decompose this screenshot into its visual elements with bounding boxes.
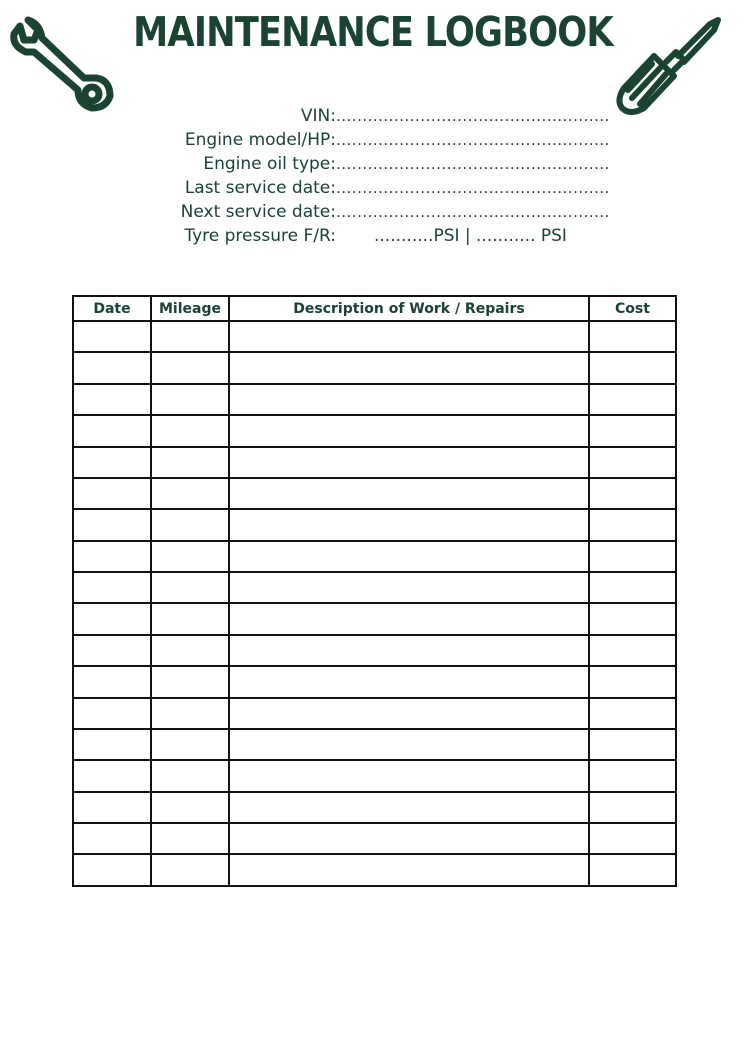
table-body xyxy=(73,321,676,886)
mileage-cell[interactable] xyxy=(151,321,229,352)
date-cell[interactable] xyxy=(73,823,151,854)
wrench-icon xyxy=(8,12,114,118)
date-cell[interactable] xyxy=(73,352,151,383)
cost-cell[interactable] xyxy=(589,447,676,478)
mileage-cell[interactable] xyxy=(151,698,229,729)
description-cell[interactable] xyxy=(229,792,589,823)
cost-cell[interactable] xyxy=(589,541,676,572)
tyre-pressure-field[interactable] xyxy=(160,224,620,248)
last-service-field[interactable] xyxy=(160,176,620,200)
description-cell[interactable] xyxy=(229,384,589,415)
date-cell[interactable] xyxy=(73,415,151,446)
field-value: .................................................... xyxy=(336,179,610,197)
date-cell[interactable] xyxy=(73,541,151,572)
mileage-cell[interactable] xyxy=(151,478,229,509)
cost-cell[interactable] xyxy=(589,729,676,760)
description-cell[interactable] xyxy=(229,352,589,383)
description-cell[interactable] xyxy=(229,729,589,760)
table-row xyxy=(73,666,676,697)
description-cell[interactable] xyxy=(229,635,589,666)
cost-cell[interactable] xyxy=(589,760,676,791)
mileage-cell[interactable] xyxy=(151,603,229,634)
cost-cell[interactable] xyxy=(589,384,676,415)
cost-cell[interactable] xyxy=(589,352,676,383)
field-label: Last service date: xyxy=(184,178,336,198)
date-cell[interactable] xyxy=(73,384,151,415)
cost-cell[interactable] xyxy=(589,572,676,603)
field-label: VIN: xyxy=(300,106,336,126)
cost-cell[interactable] xyxy=(589,666,676,697)
date-cell[interactable] xyxy=(73,509,151,540)
description-cell[interactable] xyxy=(229,478,589,509)
field-label: Engine model/HP: xyxy=(184,130,336,150)
date-cell[interactable] xyxy=(73,572,151,603)
table-row xyxy=(73,509,676,540)
date-cell[interactable] xyxy=(73,447,151,478)
description-cell[interactable] xyxy=(229,509,589,540)
table-row xyxy=(73,603,676,634)
description-cell[interactable] xyxy=(229,572,589,603)
description-cell[interactable] xyxy=(229,447,589,478)
mileage-cell[interactable] xyxy=(151,352,229,383)
next-service-field[interactable] xyxy=(160,200,620,224)
column-header-description: Description of Work / Repairs xyxy=(229,296,589,321)
date-cell[interactable] xyxy=(73,635,151,666)
table-row xyxy=(73,698,676,729)
column-header-date: Date xyxy=(73,296,151,321)
table-row xyxy=(73,760,676,791)
date-cell[interactable] xyxy=(73,698,151,729)
date-cell[interactable] xyxy=(73,854,151,886)
cost-cell[interactable] xyxy=(589,603,676,634)
description-cell[interactable] xyxy=(229,415,589,446)
table-row xyxy=(73,854,676,886)
mileage-cell[interactable] xyxy=(151,384,229,415)
column-header-cost: Cost xyxy=(589,296,676,321)
cost-cell[interactable] xyxy=(589,509,676,540)
field-value: .................................................... xyxy=(336,155,610,173)
field-value: .................................................... xyxy=(336,131,610,149)
field-label: Tyre pressure F/R: xyxy=(184,226,336,246)
page-title: MAINTENANCE LOGBOOK xyxy=(133,8,613,56)
date-cell[interactable] xyxy=(73,666,151,697)
cost-cell[interactable] xyxy=(589,854,676,886)
table-row xyxy=(73,823,676,854)
table-header-row xyxy=(73,296,676,321)
table-row xyxy=(73,541,676,572)
cost-cell[interactable] xyxy=(589,415,676,446)
mileage-cell[interactable] xyxy=(151,854,229,886)
description-cell[interactable] xyxy=(229,603,589,634)
table-row xyxy=(73,352,676,383)
field-value: .................................................... xyxy=(336,203,610,221)
date-cell[interactable] xyxy=(73,603,151,634)
vehicle-info xyxy=(160,104,620,248)
mileage-cell[interactable] xyxy=(151,823,229,854)
column-header-mileage: Mileage xyxy=(151,296,229,321)
date-cell[interactable] xyxy=(73,321,151,352)
description-cell[interactable] xyxy=(229,698,589,729)
table-row xyxy=(73,384,676,415)
mileage-cell[interactable] xyxy=(151,792,229,823)
screwdriver-icon xyxy=(614,12,724,122)
mileage-cell[interactable] xyxy=(151,635,229,666)
mileage-cell[interactable] xyxy=(151,447,229,478)
table-row xyxy=(73,447,676,478)
field-value: ...........PSI | ........... PSI xyxy=(374,226,567,246)
field-value: .................................................... xyxy=(336,107,610,125)
mileage-cell[interactable] xyxy=(151,760,229,791)
mileage-cell[interactable] xyxy=(151,415,229,446)
mileage-cell[interactable] xyxy=(151,666,229,697)
field-label: Engine oil type: xyxy=(203,154,336,174)
table-row xyxy=(73,415,676,446)
date-cell[interactable] xyxy=(73,760,151,791)
cost-cell[interactable] xyxy=(589,478,676,509)
mileage-cell[interactable] xyxy=(151,729,229,760)
vin-field[interactable] xyxy=(160,104,620,128)
date-cell[interactable] xyxy=(73,792,151,823)
mileage-cell[interactable] xyxy=(151,541,229,572)
date-cell[interactable] xyxy=(73,729,151,760)
cost-cell[interactable] xyxy=(589,635,676,666)
cost-cell[interactable] xyxy=(589,823,676,854)
cost-cell[interactable] xyxy=(589,698,676,729)
mileage-cell[interactable] xyxy=(151,509,229,540)
cost-cell[interactable] xyxy=(589,792,676,823)
table-row xyxy=(73,792,676,823)
table-row xyxy=(73,572,676,603)
table-row xyxy=(73,478,676,509)
field-label: Next service date: xyxy=(180,202,336,222)
engine-model-field[interactable] xyxy=(160,128,620,152)
engine-oil-field[interactable] xyxy=(160,152,620,176)
description-cell[interactable] xyxy=(229,854,589,886)
description-cell[interactable] xyxy=(229,321,589,352)
cost-cell[interactable] xyxy=(589,321,676,352)
maintenance-table xyxy=(72,295,677,887)
description-cell[interactable] xyxy=(229,760,589,791)
table-row xyxy=(73,635,676,666)
description-cell[interactable] xyxy=(229,541,589,572)
date-cell[interactable] xyxy=(73,478,151,509)
table-row xyxy=(73,321,676,352)
description-cell[interactable] xyxy=(229,666,589,697)
table-row xyxy=(73,729,676,760)
description-cell[interactable] xyxy=(229,823,589,854)
mileage-cell[interactable] xyxy=(151,572,229,603)
